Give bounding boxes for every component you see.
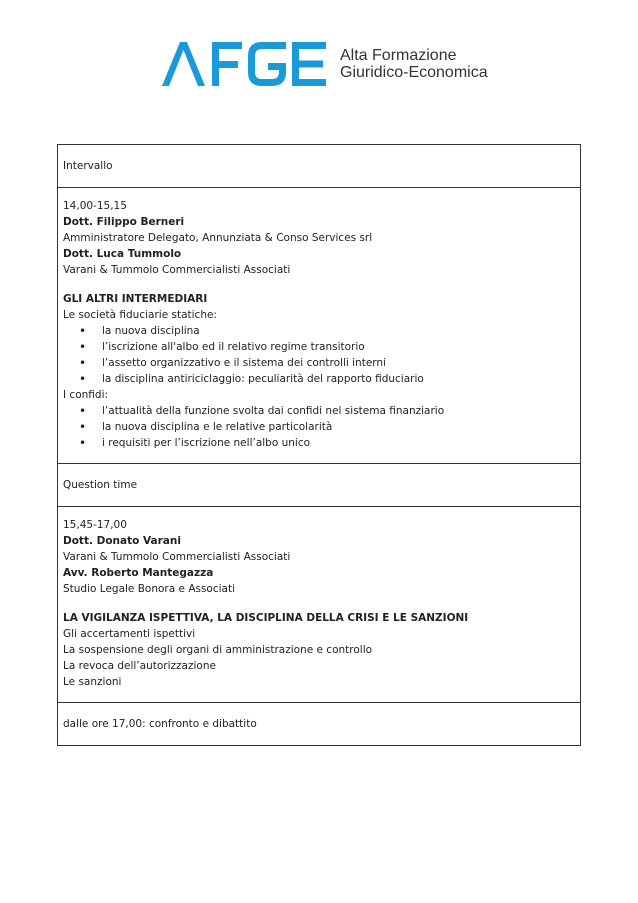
afge-logo-mark-graphic: [160, 36, 328, 92]
cell-closing: [58, 703, 581, 746]
row-intervallo: [58, 145, 581, 188]
agenda-line: Le sanzioni: [63, 676, 122, 688]
list-item: • l’iscrizione all'albo ed il relativo regime transitorio: [63, 339, 575, 355]
cell-intervallo: [58, 145, 581, 188]
question-time-label: Question time: [63, 479, 138, 491]
row-question-time: [58, 464, 581, 507]
speaker-affiliation: Studio Legale Bonora e Associati: [63, 583, 236, 595]
cell-session-2: [58, 507, 581, 703]
session-topic: LA VIGILANZA ISPETTIVA, LA DISCIPLINA DELLA CRISI E LE SANZIONI: [63, 612, 469, 624]
list-item: • la nuova disciplina e le relative particolarità: [63, 419, 575, 435]
list-item: • i requisiti per l’iscrizione nell’albo unico: [63, 435, 575, 451]
program-table: [57, 144, 581, 746]
speaker-name: Dott. Luca Tummolo: [63, 248, 182, 260]
cell-question-time: [58, 464, 581, 507]
intervallo-label: Intervallo: [63, 160, 113, 172]
closing-label: dalle ore 17,00: confronto e dibattito: [63, 718, 257, 730]
speaker-affiliation: Varani & Tummolo Commercialisti Associati: [63, 264, 291, 276]
speaker-name: Dott. Donato Varani: [63, 535, 181, 547]
row-session-1: [58, 188, 581, 464]
row-closing: [58, 703, 581, 746]
speaker-affiliation: Varani & Tummolo Commercialisti Associati: [63, 551, 291, 563]
cell-session-1: [58, 188, 581, 464]
agenda-line: La revoca dell’autorizzazione: [63, 660, 216, 672]
row-session-2: [58, 507, 581, 703]
speaker-affiliation: Amministratore Delegato, Annunziata & Conso Services srl: [63, 232, 373, 244]
list-item: • l’attualità della funzione svolta dai confidi nel sistema finanziario: [63, 403, 575, 419]
agenda-line: Gli accertamenti ispettivi: [63, 628, 196, 640]
list-item: • l’assetto organizzativo e il sistema dei controlli interni: [63, 355, 575, 371]
logo-wordmark: [340, 47, 488, 81]
speaker-name: Dott. Filippo Berneri: [63, 216, 185, 228]
logo-line-1: Alta Formazione: [340, 47, 457, 64]
speaker-name: Avv. Roberto Mantegazza: [63, 567, 214, 579]
afge-logo: [160, 36, 488, 92]
logo-line-2: Giuridico-Economica: [340, 64, 488, 81]
list-intro: Le società fiduciarie statiche:: [63, 309, 217, 321]
list-intro: I confidi:: [63, 389, 109, 401]
session-topic: GLI ALTRI INTERMEDIARI: [63, 293, 208, 305]
session-time: 14,00-15,15: [63, 200, 127, 212]
agenda-line: La sospensione degli organi di amministrazione e controllo: [63, 644, 373, 656]
logo-mark: [160, 36, 328, 92]
bullet-list: [63, 323, 575, 387]
list-item: • la nuova disciplina: [63, 323, 575, 339]
list-item: • la disciplina antiriciclaggio: peculiarità del rapporto fiduciario: [63, 371, 575, 387]
session-time: 15,45-17,00: [63, 519, 127, 531]
bullet-list: [63, 403, 575, 451]
